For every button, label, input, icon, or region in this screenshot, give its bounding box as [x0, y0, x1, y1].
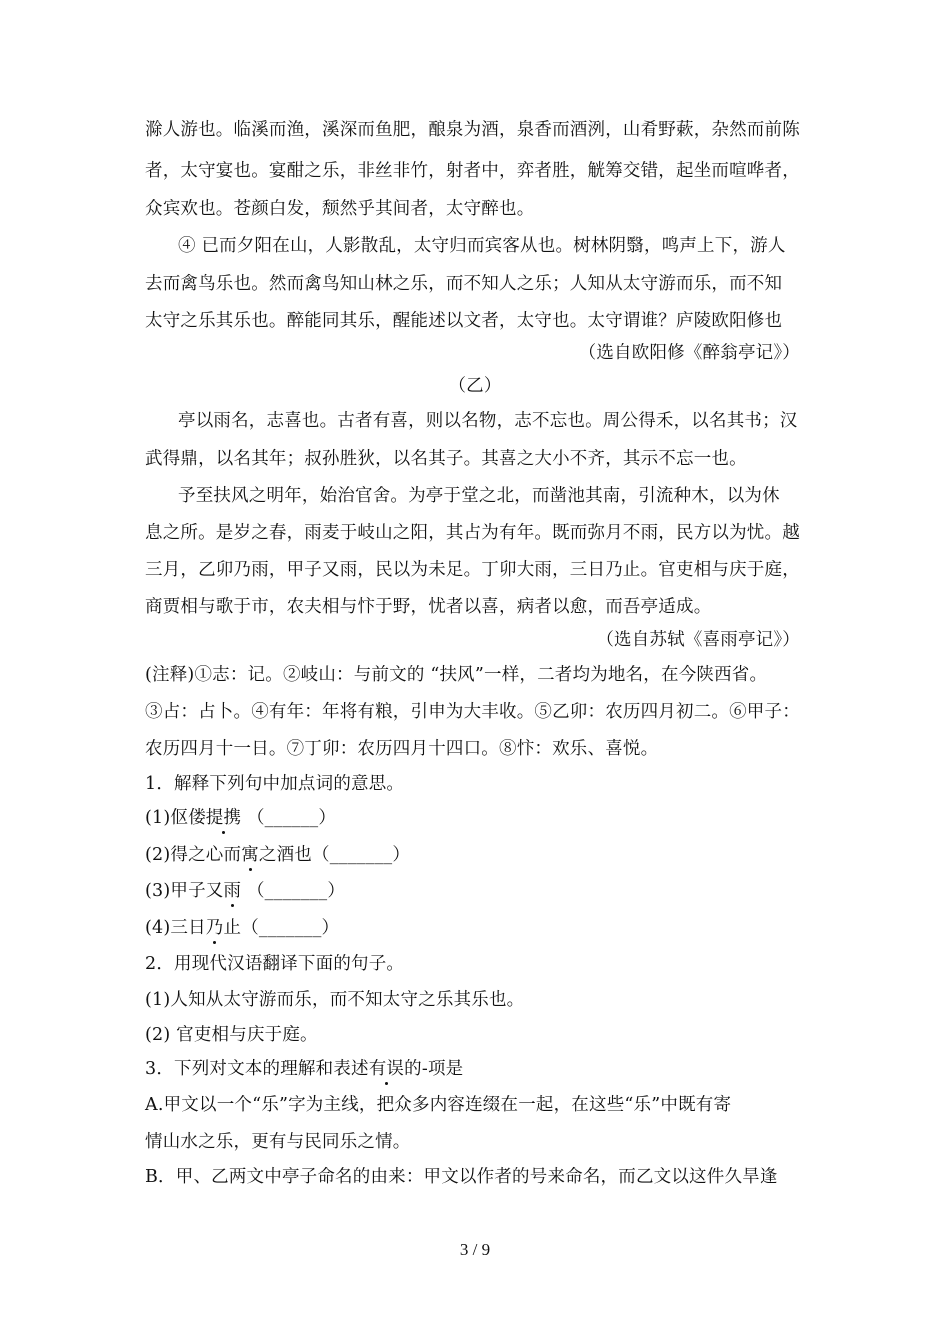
text-line: 予至扶风之明年，始治官舍。为亭于堂之北，而凿池其南，引流种木，以为休	[178, 486, 780, 506]
text-line: 商贾相与歌于市，农夫相与忭于野，忧者以喜，病者以愈，而吾亭适成。	[145, 597, 712, 617]
text-line: 亭以雨名，志喜也。古者有喜，则以名物，志不忘也。周公得禾，以名其书；汉	[178, 411, 798, 431]
text-line: 者，太守宴也。宴酣之乐，非丝非竹，射者中，弈者胜，觥筹交错，起坐而喧哗者，	[145, 161, 800, 181]
question-1-item-3: (3)甲子又雨 （_______）	[145, 881, 346, 901]
dotted-word: 乃	[205, 918, 224, 938]
option-b: B．甲、乙两文中亭子命名的由来：甲文以作者的号来命名，而乙文以这件久旱逢	[145, 1167, 778, 1187]
section-heading: （乙）	[448, 376, 502, 396]
text-line: 滁人游也。临溪而渔，溪深而鱼肥，酿泉为酒，泉香而酒洌，山肴野蔌，杂然而前陈	[145, 120, 800, 140]
question-3: 3．下列对文本的理解和表述有误的-项是	[145, 1059, 464, 1079]
dotted-word: 雨	[223, 881, 242, 901]
question-1-item-2: (2)得之心而寓之酒也（_______）	[145, 845, 411, 865]
dotted-word: 寓	[241, 845, 259, 865]
source-citation: （选自欧阳修《醉翁亭记》）	[578, 343, 800, 363]
dotted-word: 提携	[205, 808, 242, 828]
annotation-line: ③占：占卜。④有年：年将有粮，引申为大丰收。⑤乙卯：农历四月初二。⑥甲子：	[145, 702, 800, 722]
text-line: 去而禽鸟乐也。然而禽鸟知山林之乐，而不知人之乐；人知从太守游而乐，而不知	[145, 274, 783, 294]
text-line: 三月，乙卯乃雨，甲子又雨，民以为未足。丁卯大雨，三日乃止。官吏相与庆于庭，	[145, 560, 800, 580]
question-2-item-2: (2) 官吏相与庆于庭。	[145, 1025, 318, 1045]
question-1-item-1: (1)伛偻提携 （______）	[145, 808, 337, 828]
text-line: ④ 已而夕阳在山，人影散乱，太守归而宾客从也。树林阴翳，鸣声上下，游人	[178, 236, 786, 256]
dotted-word: 有误	[368, 1059, 405, 1079]
page-number: 3 / 9	[459, 1240, 491, 1259]
text-line: 息之所。是岁之春，雨麦于岐山之阳，其占为有年。既而弥月不雨，民方以为忧。越	[145, 523, 800, 543]
annotation-line: (注释)①志：记。②岐山：与前文的 “扶风”一样，二者均为地名，在今陕西省。	[145, 665, 768, 685]
option-a: A.甲文以一个“乐”字为主线，把众多内容连缀在一起，在这些“乐”中既有寄	[145, 1095, 732, 1115]
text-line: 众宾欢也。苍颜白发，颓然乎其间者，太守醉也。	[145, 199, 535, 219]
source-citation: （选自苏轼《喜雨亭记》）	[596, 630, 800, 650]
question-2-item-1: (1)人知从太守游而乐，而不知太守之乐其乐也。	[145, 990, 525, 1010]
question-1-item-4: (4)三日乃止（_______）	[145, 918, 340, 938]
option-a-cont: 情山水之乐，更有与民同乐之情。	[145, 1132, 411, 1152]
question-2: 2．用现代汉语翻译下面的句子。	[145, 954, 405, 974]
text-line: 武得鼎，以名其年；叔孙胜狄，以名其子。其喜之大小不齐，其示不忘一也。	[145, 449, 747, 469]
annotation-line: 农历四月十一日。⑦丁卯：农历四月十四口。⑧忭：欢乐、喜悦。	[145, 739, 659, 759]
question-1: 1．解释下列句中加点词的意思。	[145, 774, 405, 794]
text-line: 太守之乐其乐也。醉能同其乐，醒能述以文者，太守也。太守谓谁？庐陵欧阳修也	[145, 311, 783, 331]
